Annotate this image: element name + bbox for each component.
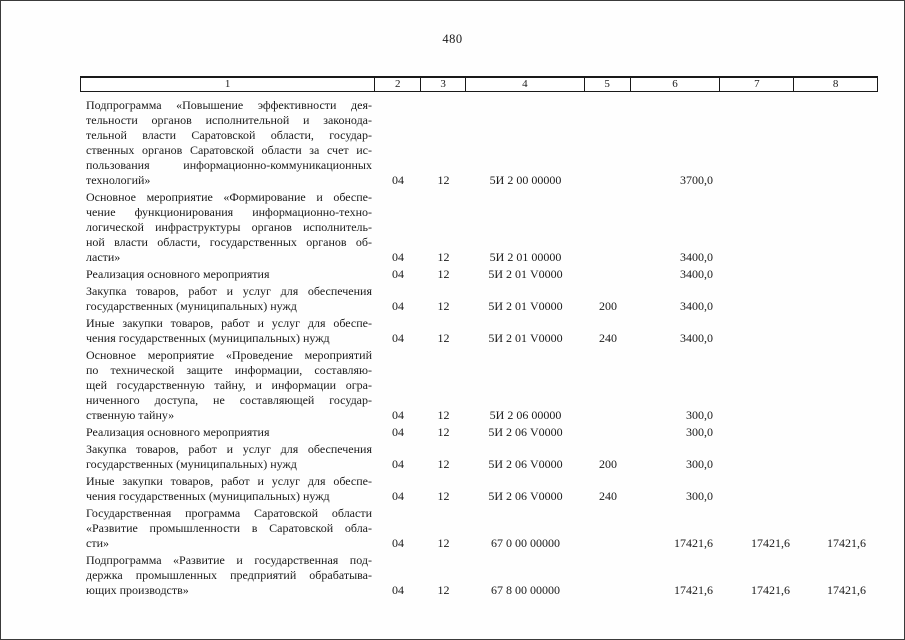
row-name-line: ной власти области, государственных органов об- [86, 235, 372, 249]
table-row [80, 442, 878, 472]
row-col-5: 200 [599, 299, 617, 313]
row-name-line: технологий» [86, 173, 151, 187]
row-col-6: 3400,0 [680, 267, 713, 281]
row-col-4: 67 0 00 00000 [491, 536, 560, 550]
header-cell-6: 6 [631, 78, 721, 91]
row-col-4: 5И 2 01 V0000 [488, 267, 563, 281]
row-col-4: 5И 2 06 00000 [489, 408, 562, 422]
table-row [80, 425, 878, 440]
row-col-2: 04 [392, 583, 404, 597]
row-col-7: 17421,6 [751, 536, 790, 550]
row-col-3: 12 [437, 299, 450, 313]
row-name-line: сти» [86, 536, 109, 550]
row-name-line: чения государственных (муниципальных) нужд [86, 489, 330, 503]
row-col-5: 200 [599, 457, 617, 471]
table-row [80, 284, 878, 314]
row-col-2: 04 [392, 331, 404, 345]
row-col-3: 12 [437, 425, 450, 439]
row-col-3: 12 [437, 457, 450, 471]
row-col-2: 04 [392, 536, 404, 550]
row-name-line: ственную тайну» [86, 408, 175, 422]
row-name [80, 98, 375, 188]
row-col-6: 3400,0 [680, 250, 713, 264]
row-col-3: 12 [437, 489, 450, 503]
row-name-line: Основное мероприятие «Формирование и обеспе- [86, 190, 372, 204]
row-col-3: 12 [437, 267, 450, 281]
row-name-line: логической инфраструктуры органов исполнитель- [86, 220, 372, 234]
row-col-2: 04 [392, 489, 404, 503]
row-name-line: Государственная программа Саратовской области [86, 506, 372, 520]
row-name-line: Подпрограмма «Развитие и государственная под- [86, 553, 372, 567]
row-col-8: 17421,6 [827, 536, 866, 550]
row-name-line: по технической защите информации, составляю- [86, 363, 372, 377]
header-cell-2: 2 [375, 78, 421, 91]
row-col-4: 5И 2 01 V0000 [488, 299, 563, 313]
row-name-line: Основное мероприятие «Проведение мероприятий [86, 348, 372, 362]
row-col-3: 12 [437, 331, 450, 345]
row-col-6: 300,0 [686, 457, 713, 471]
row-col-6: 3700,0 [680, 173, 713, 187]
row-name-line: ственных органов Саратовской области за счет ис- [86, 143, 372, 157]
row-col-3: 12 [437, 536, 450, 550]
row-name-line: ющих производств» [86, 583, 189, 597]
row-col-2: 04 [392, 425, 404, 439]
row-name [80, 348, 375, 423]
table-row [80, 267, 878, 282]
row-col-6: 17421,6 [674, 583, 713, 597]
row-name-line: чения государственных (муниципальных) нужд [86, 331, 330, 345]
header-cell-4: 4 [466, 78, 585, 91]
row-name [80, 284, 375, 314]
row-name [80, 425, 375, 440]
row-col-4: 5И 2 06 V0000 [488, 457, 563, 471]
header-cell-8: 8 [832, 78, 839, 90]
table-row [80, 190, 878, 265]
row-name-line: Закупка товаров, работ и услуг для обеспечения [86, 284, 372, 298]
row-name-line: государственных (муниципальных) нужд [86, 299, 297, 313]
row-col-2: 04 [392, 408, 404, 422]
row-col-4: 5И 2 01 V0000 [488, 331, 563, 345]
row-name [80, 316, 375, 346]
row-name-line: Реализация основного мероприятия [86, 425, 270, 439]
row-name [80, 474, 375, 504]
row-col-7: 17421,6 [751, 583, 790, 597]
table-row [80, 348, 878, 423]
row-col-4: 5И 2 06 V0000 [488, 425, 563, 439]
row-col-3: 12 [437, 583, 450, 597]
row-col-5: 240 [599, 489, 617, 503]
row-name-line: чение функционирования информационно-техно- [86, 205, 372, 219]
table-header-row [80, 76, 878, 92]
row-col-4: 67 8 00 00000 [491, 583, 560, 597]
row-col-4: 5И 2 06 V0000 [488, 489, 563, 503]
row-col-6: 17421,6 [674, 536, 713, 550]
table-body [80, 92, 878, 598]
header-cell-1: 1 [81, 78, 375, 91]
row-col-2: 04 [392, 457, 404, 471]
row-name [80, 553, 375, 598]
row-col-8: 17421,6 [827, 583, 866, 597]
table-row [80, 316, 878, 346]
header-cell-5: 5 [585, 78, 631, 91]
row-col-2: 04 [392, 250, 404, 264]
row-col-2: 04 [392, 299, 404, 313]
row-name-line: тельной власти Саратовской области, государ- [86, 128, 372, 142]
row-col-6: 3400,0 [680, 299, 713, 313]
row-name-line: Иные закупки товаров, работ и услуг для обеспе- [86, 316, 372, 330]
row-name-line: государственных (муниципальных) нужд [86, 457, 297, 471]
row-name [80, 506, 375, 551]
row-col-2: 04 [392, 267, 404, 281]
row-name [80, 190, 375, 265]
row-name-line: тельности органов исполнительной и законода- [86, 113, 372, 127]
page-number: 480 [442, 32, 463, 46]
row-name-line: щей государственную тайну, и информации огра- [86, 378, 372, 392]
row-name-line: «Развитие промышленности в Саратовской обла- [86, 521, 372, 535]
row-name-line: ласти» [86, 250, 121, 264]
row-col-6: 300,0 [686, 489, 713, 503]
row-col-3: 12 [437, 408, 450, 422]
row-name-line: Закупка товаров, работ и услуг для обеспечения [86, 442, 372, 456]
row-col-5: 240 [599, 331, 617, 345]
row-col-6: 300,0 [686, 408, 713, 422]
row-name [80, 442, 375, 472]
row-name-line: пользования информационно-коммуникационных [86, 158, 372, 172]
row-name-line: Реализация основного мероприятия [86, 267, 270, 281]
table-row [80, 553, 878, 598]
row-name-line: Подпрограмма «Повышение эффективности дея- [86, 98, 372, 112]
budget-table [80, 76, 878, 600]
row-name [80, 267, 375, 282]
row-col-3: 12 [437, 173, 450, 187]
table-row [80, 506, 878, 551]
header-cell-7: 7 [720, 78, 794, 91]
row-col-3: 12 [437, 250, 450, 264]
row-col-4: 5И 2 01 00000 [489, 250, 562, 264]
row-col-4: 5И 2 00 00000 [489, 173, 562, 187]
row-name-line: держка промышленных предприятий обрабатыва- [86, 568, 372, 582]
row-name-line: ниченного доступа, не составляющей государ- [86, 393, 372, 407]
row-col-6: 300,0 [686, 425, 713, 439]
row-name-line: Иные закупки товаров, работ и услуг для обеспе- [86, 474, 372, 488]
table-row [80, 474, 878, 504]
row-col-6: 3400,0 [680, 331, 713, 345]
table-row [80, 98, 878, 188]
row-col-2: 04 [392, 173, 404, 187]
header-cell-3: 3 [421, 78, 466, 91]
